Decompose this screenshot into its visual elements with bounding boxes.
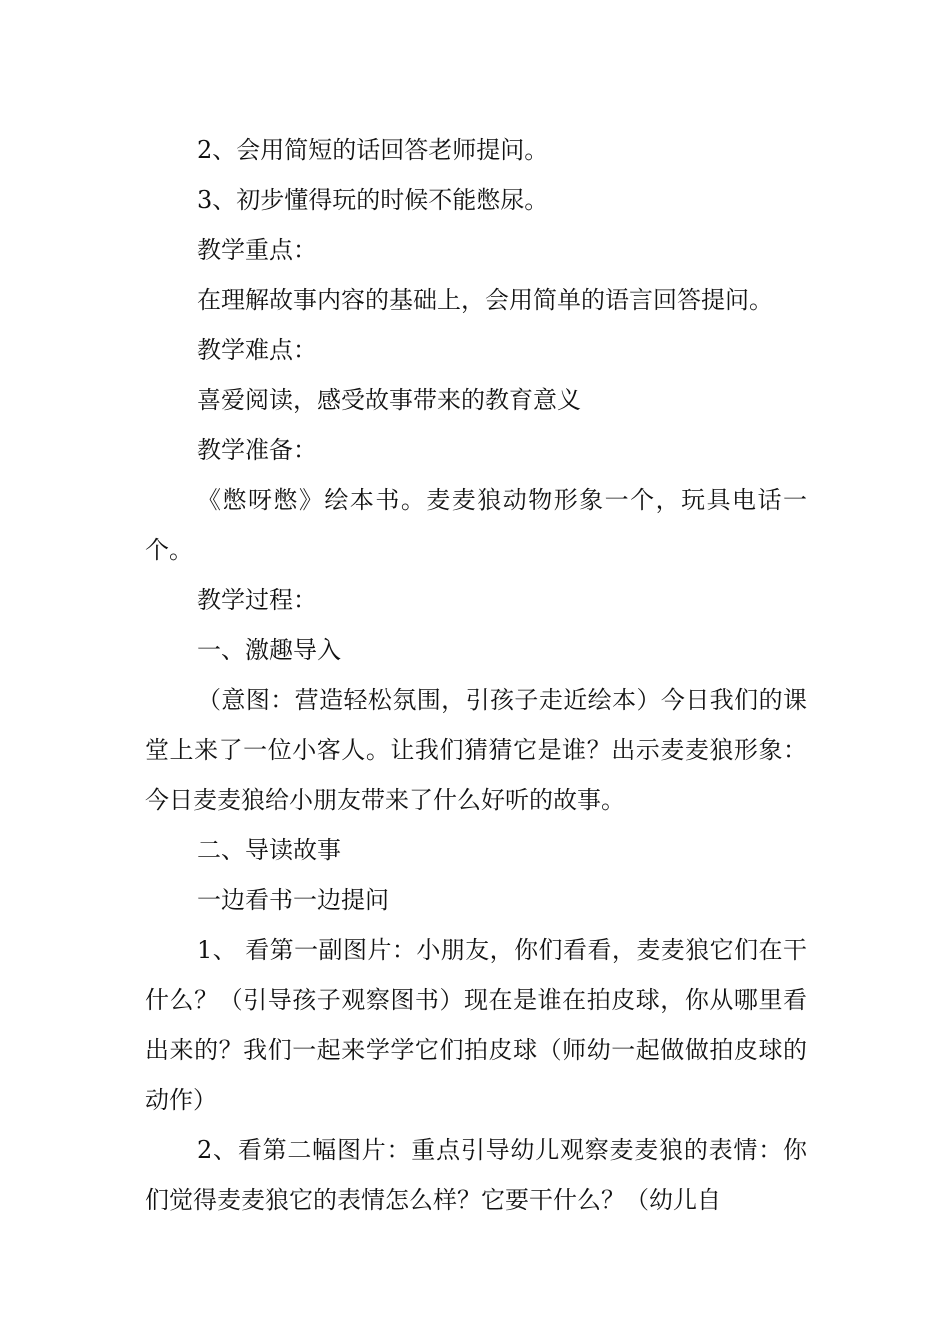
paragraph-difficulties: 喜爱阅读，感受故事带来的教育意义: [197, 386, 581, 414]
section-1-body: （意图：营造轻松氛围，引孩子走近绘本）今日我们的课堂上来了一位小客人。让我们猜猜它是谁？出示麦麦狼形象：今日麦麦狼给小朋友带来了什么好听的故事。: [145, 686, 807, 814]
paragraph-goal-2: 2、会用简短的话回答老师提问。: [197, 136, 549, 164]
section-2-step-1: 1、 看第一副图片：小朋友，你们看看，麦麦狼它们在干什么？（引导孩子观察图书）现在是谁在拍皮球，你从哪里看出来的？我们一起来学学它们拍皮球（师幼一起做做拍皮球的动作）: [145, 936, 807, 1114]
section-2-intro: 一边看书一边提问: [197, 886, 389, 914]
heading-process: 教学过程：: [197, 586, 317, 614]
paragraph-goal-3: 3、初步懂得玩的时候不能憋尿。: [197, 186, 549, 214]
heading-preparation: 教学准备：: [197, 436, 317, 464]
section-2-title: 二、导读故事: [197, 836, 341, 864]
paragraph-key-points: 在理解故事内容的基础上，会用简单的语言回答提问。: [197, 286, 773, 314]
section-2-step-2: 2、看第二幅图片：重点引导幼儿观察麦麦狼的表情：你们觉得麦麦狼它的表情怎么样？它要干什么？（幼儿自: [145, 1136, 807, 1214]
document-body: [145, 125, 807, 1225]
paragraph-preparation: 《憋呀憋》绘本书。麦麦狼动物形象一个，玩具电话一个。: [145, 486, 807, 564]
heading-key-points: 教学重点：: [197, 236, 317, 264]
heading-difficulties: 教学难点：: [197, 336, 317, 364]
section-1-title: 一、激趣导入: [197, 636, 341, 664]
